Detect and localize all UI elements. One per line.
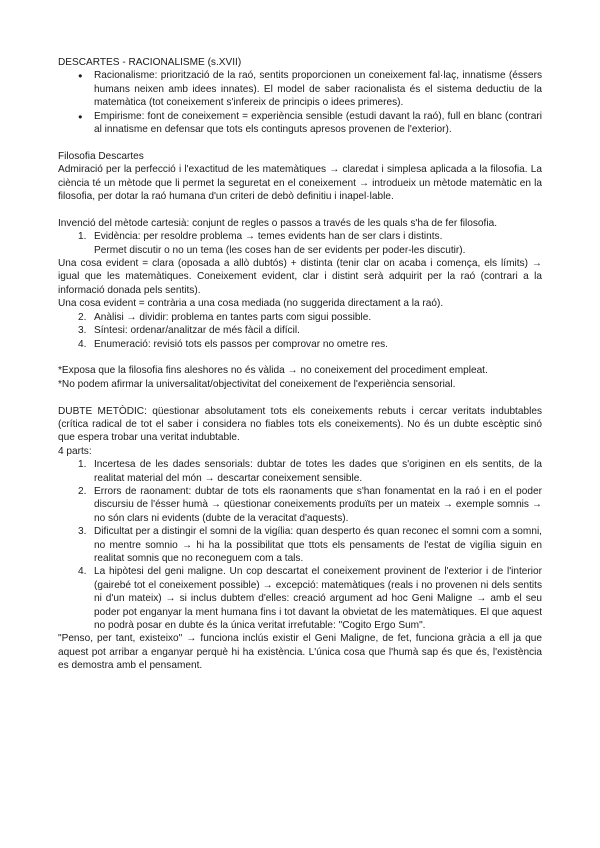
parts-label: 4 parts: xyxy=(58,445,92,457)
list-number: 4. xyxy=(78,338,87,350)
note: *Exposa que la filosofia fins aleshores no és vàlida → no coneixement del procediment empleat. xyxy=(58,365,488,377)
list-item-text: Incertesa de les dades sensorials: dubtar de totes les dades que s'originen en els sentits, de la realitat material del món → descartar coneixement sensible. xyxy=(94,459,542,484)
list-item-text: Dificultat per a distingir el somni de la vigília: quan desperto és quan reconec el somni com a somni, no mentre somnio → hi ha la possibilitat que ttots els pensaments de l'estat de vigília siguin en realitat somnis que no reconeguem com a tals. xyxy=(94,526,542,564)
list-item xyxy=(78,338,542,351)
list-item xyxy=(78,565,542,632)
list-item-text: Enumeració: revisió tots els passos per comprovar no ometre res. xyxy=(94,338,388,350)
list-item xyxy=(78,458,542,485)
intro-bullet-list xyxy=(58,69,542,136)
method-step-list xyxy=(58,311,542,351)
list-number: 2. xyxy=(78,485,87,497)
list-item: ● Empirisme: font de coneixement = experiència sensible (estudi davant la raó), full en blanc (contrari al innatisme en defensar que tots els continguts apresos provenen de l'exterior). xyxy=(94,110,542,137)
list-item xyxy=(78,525,542,565)
paragraph: DUBTE METÒDIC: qüestionar absolutament tots els coneixements rebuts i cercar veritats indubtables (crítica radical de tot el saber i considera no fiables tots els coneixements). No és un dubte escèptic sinó que espera trobar una veritat indubtable. xyxy=(58,405,542,444)
paragraph: "Penso, per tant, existeixo" → funciona inclús existir el Geni Maligne, de fet, funciona gràcia a ell ja que aquest pot arribar a enganyar perquè hi ha existència. L'única cosa que l'humà sap és que és, l'existència es demostra amb el pensament. xyxy=(58,633,542,672)
list-item: ● Racionalisme: priorització de la raó, sentits proporcionen un coneixement fal·laç, innatisme (éssers humans neixen amb idees innates). El model de saber racionalista és el sistema deductiu de la matemàtica (tot coneixement s'infereix de principis o idees primeres). xyxy=(94,69,542,109)
list-item xyxy=(78,230,542,243)
doubt-parts-list xyxy=(58,458,542,632)
paragraph: Invenció del mètode cartesià: conjunt de regles o passos a través de les quals s'ha de fer filosofia. xyxy=(58,217,498,229)
section-heading: Filosofia Descartes xyxy=(58,150,144,162)
list-number: 2. xyxy=(78,311,87,323)
list-number: 4. xyxy=(78,566,87,578)
list-number: 1. xyxy=(78,459,87,471)
paragraph: Permet discutir o no un tema (les coses han de ser evidents per poder-les discutir). xyxy=(94,244,466,256)
list-item-text: Evidència: per resoldre problema → temes evidents han de ser clars i distints. xyxy=(94,231,443,243)
paragraph: Una cosa evident = contrària a una cosa mediada (no suggerida directament a la raó). xyxy=(58,298,444,310)
list-number: 1. xyxy=(78,231,87,243)
list-number: 3. xyxy=(78,526,87,538)
list-item xyxy=(78,324,542,337)
list-item-text: La hipòtesi del geni maligne. Un cop descartat el coneixement provinent de l'exterior i de l'interior (gairebé tot el coneixement possible) → excepció: matemàtiques (reals i no provenen ni dels sentits ni d'un mateix) → si inclus dubtem d'elles: creació argument ad hoc Geni Maligne → amb el seu poder pot enganyar la ment humana fins i tot davant la obvietat de les matemàtiques. El que aquest no podrà posar en dubte és la única veritat irrefutable: "Cogito Ergo Sum". xyxy=(94,566,542,631)
paragraph: Una cosa evident = clara (oposada a allò dubtós) + distinta (tenir clar on acaba i comença, els límits) → igual que les matemàtiques. Coneixement evident, clar i distint serà adquirit per la raó (contrari a la informació donada pels sentits). xyxy=(58,258,542,296)
paragraph: Admiració per la perfecció i l'exactitud de les matemàtiques → claredat i simplesa aplicada a la filosofia. La ciència té un mètode que li permet la seguretat en el coneixement → introdueix un mètode matemàtic en la filosofia, per dotar la raó humana d'un criteri de debò definitiu i inapel·lable. xyxy=(58,164,542,203)
list-item xyxy=(78,485,542,525)
list-number: 3. xyxy=(78,325,87,337)
note: *No podem afirmar la universalitat/objectivitat del coneixement de l'experiència sensorial. xyxy=(58,378,456,390)
list-item-text: Anàlisi → dividir: problema en tantes parts com sigui possible. xyxy=(94,311,372,323)
list-item-text: Errors de raonament: dubtar de tots els raonaments que s'han fonamentat en la raó i en el poder discursiu de l'ésser humà → qüestionar coneixements produïts per un mateix → exemple somnis → no són clars ni evidents (dubte de la veracitat d'aquests). xyxy=(94,485,542,524)
method-step-list xyxy=(58,230,542,243)
list-item-text: Síntesi: ordenar/analitzar de més fàcil a difícil. xyxy=(94,325,300,337)
list-item xyxy=(78,311,542,324)
document-title: DESCARTES - RACIONALISME (s.XVII) xyxy=(58,57,242,68)
